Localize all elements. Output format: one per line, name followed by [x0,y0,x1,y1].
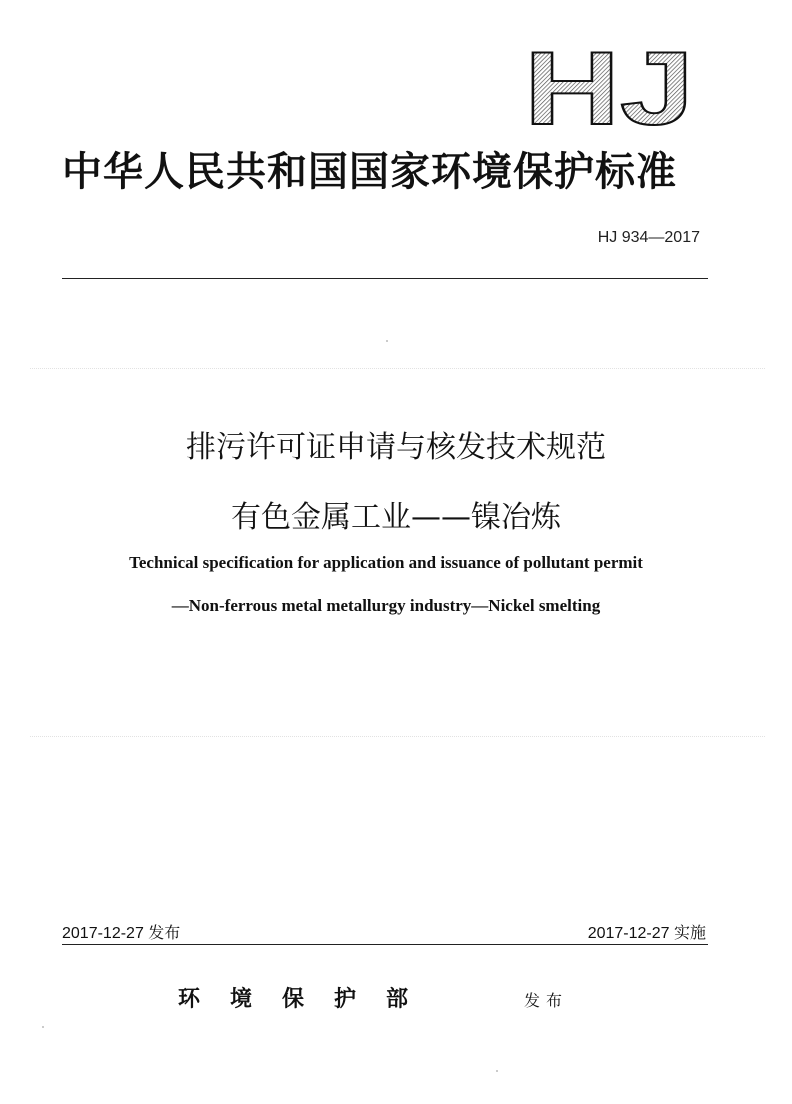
issue-date: 2017-12-27 发布 [62,925,181,942]
national-standard-title: 中华人民共和国国家环境保护标准 [62,148,677,195]
standard-number: HJ 934—2017 [597,229,700,246]
footer-divider [62,944,708,945]
issuing-ministry: 环境保护部 [178,986,439,1012]
hj-logo-text: HJ [524,40,694,130]
implementation-date: 2017-12-27 实施 [587,925,706,942]
scan-speck [496,1070,498,1072]
scan-speck [42,1026,44,1028]
english-title-line-2: —Non-ferrous metal metallurgy industry—Nickel smelting [171,596,601,615]
scan-dotted-line [30,368,765,369]
issuer-suffix: 发布 [524,991,569,1010]
chinese-title-line-2: 有色金属工业——镍冶炼 [231,500,561,535]
chinese-title-line-1: 排污许可证申请与核发技术规范 [186,430,606,465]
scan-dotted-line [30,736,765,737]
hj-logo [524,40,704,130]
english-title-line-1: Technical specification for application and issuance of pollutant permit [129,553,643,572]
header-divider [62,278,708,279]
scan-speck [386,340,388,342]
